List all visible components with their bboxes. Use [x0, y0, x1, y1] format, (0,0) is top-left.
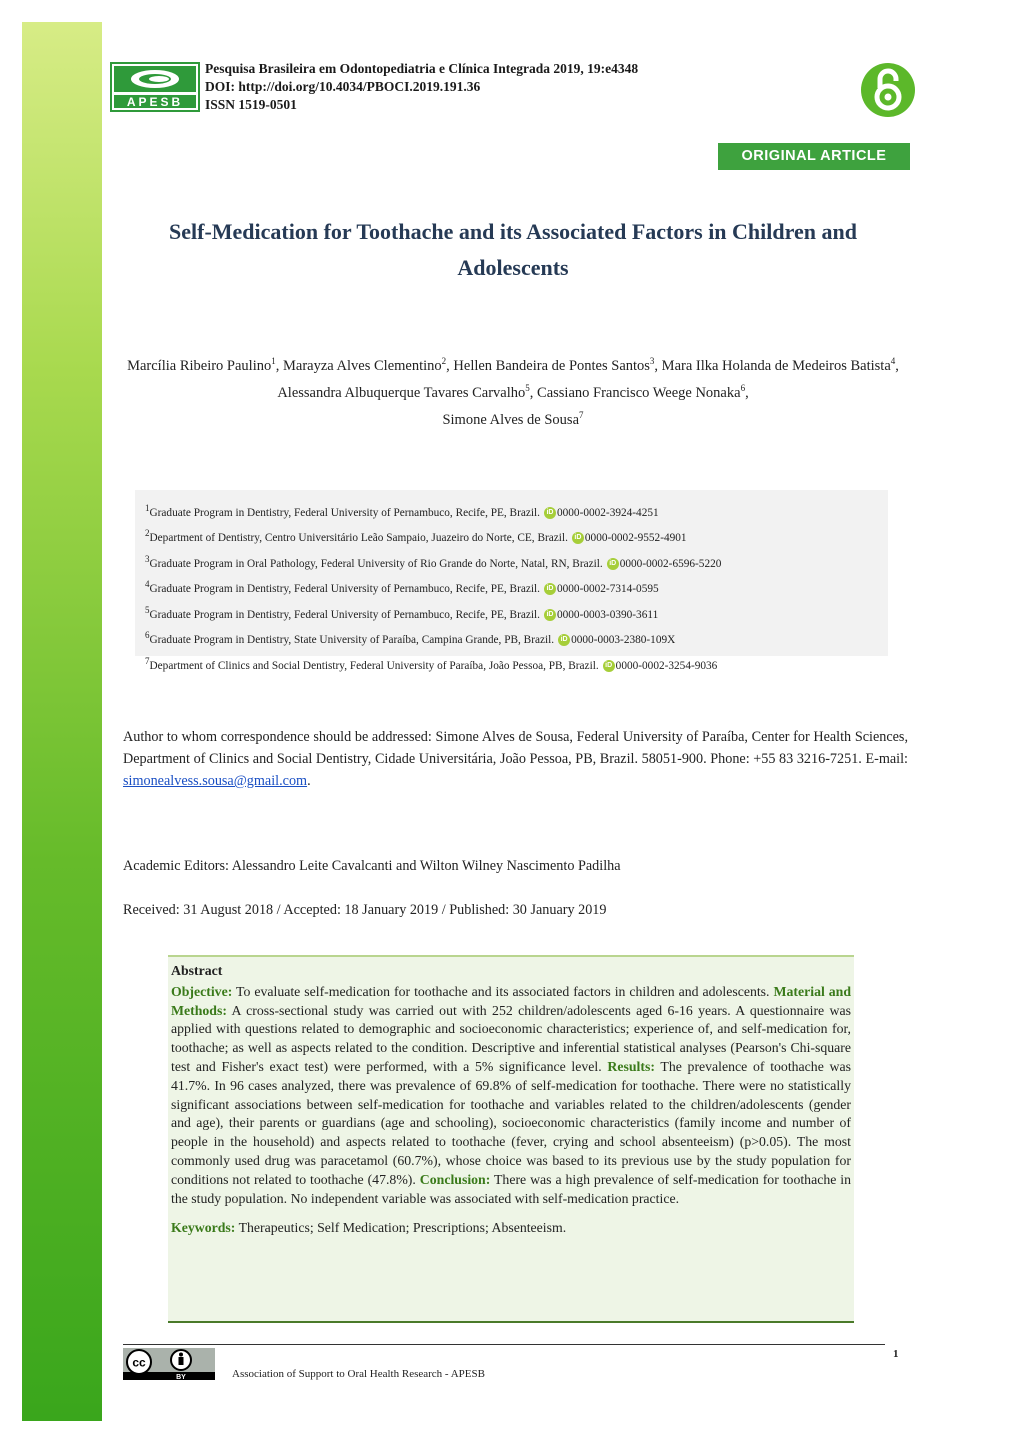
abstract-heading: Abstract — [171, 963, 223, 978]
abstract-box — [168, 955, 854, 1323]
green-sidebar — [22, 22, 102, 1421]
footer-divider — [123, 1344, 885, 1345]
orcid-id[interactable]: 0000-0002-7314-0595 — [556, 583, 659, 596]
orcid-icon[interactable]: iD — [544, 507, 556, 519]
orcid-icon[interactable]: iD — [572, 532, 584, 544]
article-type-badge: ORIGINAL ARTICLE — [718, 143, 910, 170]
orcid-icon[interactable]: iD — [603, 660, 615, 672]
abstract-text: Objective: To evaluate self-medication for toothache and its associated factors in children and adolescents. Material and Methods: A cross-sectional study was carried out with 252 children/adolescents aged 6-16 years. A questionnaire was applied with questions related to demographic and socioeconomic characteristics; experience of, and self-medication for, toothache; as well as aspects related to the condition. Descriptive and inferential statistical analyses (Pearson's Chi-square test and Fisher's exact test) were performed, with a 5% significance level. Results: The prevalence of toothache was 41.7%. In 96 cases analyzed, there was prevalence of 69.8% of self-medication for toothache. There were no statistically significant associations between self-medication for toothache and variables related to the children/adolescents (gender and age), their parents or guardians (age and schooling), socioeconomic characteristics (family income and number of people in the household) and aspects related to toothache (fever, crying and school absenteeism) (p>0.05). The most commonly used drug was paracetamol (60.7%), whose choice was based to its previous use by the study population for conditions not related to toothache (47.8%). Conclusion: There was a high prevalence of self-medication for toothache in the study population. No independent variable was associated with self-medication practice. — [171, 983, 852, 1206]
author: Cassiano Francisco Weege Nonaka — [537, 384, 741, 401]
orcid-id[interactable]: 0000-0002-3254-9036 — [615, 659, 718, 672]
email-link[interactable]: simonealvess.sousa@gmail.com — [123, 773, 308, 789]
author: Simone Alves de Sousa — [442, 411, 580, 428]
open-access-icon — [860, 62, 916, 118]
orcid-icon[interactable]: iD — [544, 583, 556, 595]
journal-info — [205, 60, 638, 114]
article-title: Self-Medication for Toothache and its Associated Factors in Children and Adolescents — [169, 219, 857, 280]
author: Alessandra Albuquerque Tavares Carvalho — [277, 384, 526, 401]
apesb-logo-icon — [110, 62, 200, 112]
orcid-icon[interactable]: iD — [558, 634, 570, 646]
orcid-id[interactable]: 0000-0002-6596-5220 — [619, 557, 722, 570]
orcid-icon[interactable]: iD — [607, 558, 619, 570]
affiliation: $^7$Department of Clinics and Social Dentistry, Federal University of Paraíba, João Pessoa, PB, Brazil. iD 0000-0002-3254-9036 — [145, 655, 718, 672]
affiliation: $^6$Graduate Program in Dentistry, State University of Paraíba, Campina Grande, PB, Brazil. iD 0000-0003-2380-109X — [145, 630, 676, 647]
license-label: BY — [176, 1374, 186, 1380]
affiliations-box — [135, 490, 888, 672]
author: Marcília Ribeiro Paulino — [127, 357, 272, 374]
svg-text:cc: cc — [132, 1355, 146, 1370]
orcid-id[interactable]: 0000-0002-9552-4901 — [584, 532, 687, 545]
journal-issn: ISSN 1519-0501 — [205, 97, 297, 112]
affiliation: $^5$Graduate Program in Dentistry, Federal University of Pernambuco, Recife, PE, Brazil. iD 0000-0003-0390-3611 — [145, 604, 659, 621]
orcid-id[interactable]: 0000-0002-3924-4251 — [556, 506, 659, 519]
author: Marayza Alves Clementino — [283, 357, 442, 374]
correspondence: Author to whom correspondence should be addressed: Simone Alves de Sousa, Federal University of Paraíba, Center for Health Sciences, Department of Clinics and Social Dentistry, Cidade Universitária, João Pessoa, PB, Brazil. 58051-900. Phone: +55 83 3216-7251. E-mail: simonealvess.sousa@gmail.com. — [123, 729, 908, 789]
orcid-id[interactable]: 0000-0003-2380-109X — [571, 634, 676, 647]
affiliation: $^1$Graduate Program in Dentistry, Federal University of Pernambuco, Recife, PE, Brazil. iD 0000-0002-3924-4251 — [145, 503, 659, 519]
orcid-id[interactable]: 0000-0003-0390-3611 — [556, 608, 659, 621]
author-list: Marcília Ribeiro Paulino$^1$, Marayza Alves Clementino$^2$, Hellen Bandeira de Pontes Santos$^3$, Mara Ilka Holanda de Medeiros Batista$^4$, Alessandra Albuquerque Tavares Carvalho$^5$, Cassiano Francisco Weege Nonaka$^6$, Simone Alves de Sousa$^7$ — [127, 356, 899, 428]
affiliation: $^4$Graduate Program in Dentistry, Federal University of Pernambuco, Recife, PE, Brazil. iD 0000-0002-7314-0595 — [145, 579, 659, 596]
author: Mara Ilka Holanda de Medeiros Batista — [661, 357, 891, 374]
publication-dates: Received: 31 August 2018 / Accepted: 18 January 2019 / Published: 30 January 2019 — [123, 902, 607, 918]
academic-editors: Academic Editors: Alessandro Leite Cavalcanti and Wilton Wilney Nascimento Padilha — [123, 858, 621, 874]
logo-text: APESB — [126, 95, 184, 109]
affiliation: $^2$Department of Dentistry, Centro Universitário Leão Sampaio, Juazeiro do Norte, CE, Brazil. iD 0000-0002-9552-4901 — [145, 528, 687, 545]
journal-doi[interactable]: DOI: http://doi.org/10.4034/PBOCI.2019.191.36 — [205, 79, 481, 94]
orcid-icon[interactable]: iD — [544, 609, 556, 621]
cc-by-icon[interactable] — [123, 1348, 215, 1380]
keywords: Keywords: Therapeutics; Self Medication; Prescriptions; Absenteeism. — [171, 1220, 567, 1236]
author: Hellen Bandeira de Pontes Santos — [453, 357, 650, 374]
page-number: 1 — [893, 1348, 899, 1360]
affiliation: $^3$Graduate Program in Oral Pathology, Federal University of Rio Grande do Norte, Natal, RN, Brazil. iD 0000-0002-6596-5220 — [145, 553, 722, 570]
journal-citation: Pesquisa Brasileira em Odontopediatria e Clínica Integrada 2019, 19:e4348 — [205, 61, 639, 76]
association-name: Association of Support to Oral Health Research - APESB — [232, 1368, 485, 1380]
